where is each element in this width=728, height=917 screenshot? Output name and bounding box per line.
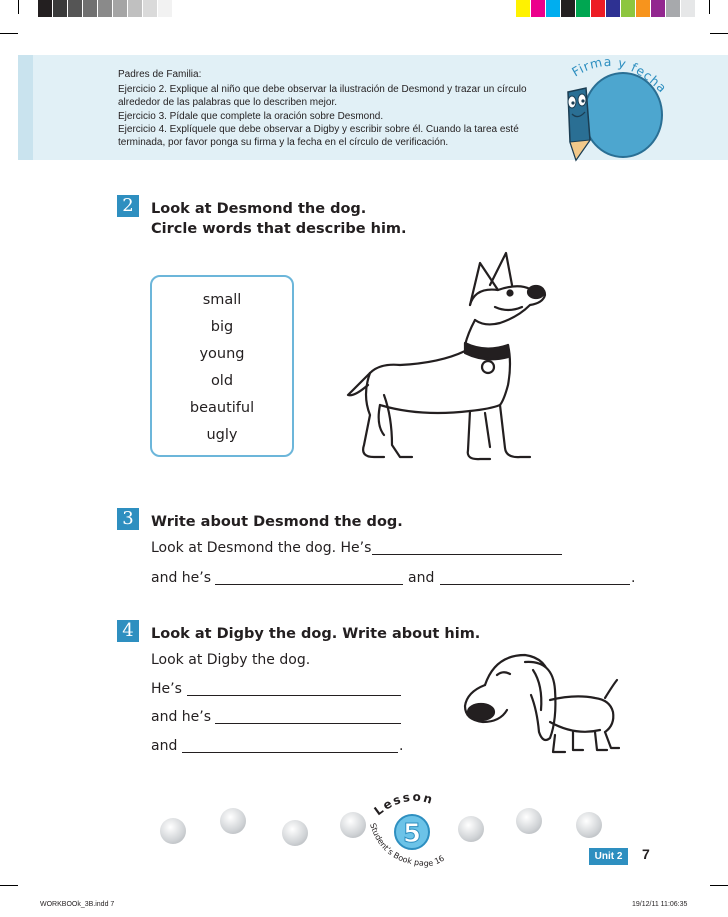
exercise-4-number: 4 xyxy=(117,620,139,642)
color-swatch xyxy=(38,0,53,17)
exercise-3-line1: Look at Desmond the dog. He’s xyxy=(151,540,372,556)
word-option[interactable]: small xyxy=(202,292,242,308)
exercise-2-title xyxy=(151,199,407,239)
color-swatch xyxy=(681,0,696,17)
color-swatch xyxy=(143,0,158,17)
word-option[interactable]: ugly xyxy=(206,427,238,443)
decorative-ball xyxy=(220,808,246,834)
lesson-label: Lesson xyxy=(371,789,436,819)
exercise-3-line2-start: and he’s xyxy=(151,570,212,586)
color-swatch xyxy=(68,0,83,17)
color-swatch xyxy=(158,0,173,17)
color-swatch xyxy=(128,0,143,17)
color-swatch xyxy=(666,0,681,17)
word-list-box xyxy=(150,275,294,457)
exercise-3-period: . xyxy=(631,570,636,586)
answer-blank[interactable] xyxy=(215,723,401,724)
color-swatch xyxy=(591,0,606,17)
decorative-ball xyxy=(516,808,542,834)
color-swatch xyxy=(113,0,128,17)
color-swatch xyxy=(636,0,651,17)
word-option[interactable]: big xyxy=(210,319,234,335)
exercise-4-line2: He’s xyxy=(151,681,182,697)
color-swatch xyxy=(53,0,68,17)
page-number: 7 xyxy=(642,846,650,862)
svg-text:Lesson xyxy=(371,790,435,819)
crop-mark xyxy=(0,33,18,34)
band-edge-strip xyxy=(18,55,33,160)
crop-mark xyxy=(0,885,18,886)
print-timestamp: 19/12/11 11:06:35 xyxy=(632,901,688,908)
answer-blank[interactable] xyxy=(372,554,562,555)
parents-note-line: Ejercicio 3. Pídale que complete la oración sobre Desmond. xyxy=(118,110,384,122)
answer-blank[interactable] xyxy=(440,584,630,585)
decorative-ball xyxy=(576,812,602,838)
exercise-2-number: 2 xyxy=(117,195,139,217)
color-swatch xyxy=(531,0,546,17)
parents-note-line: terminada, por favor ponga su firma y la fecha en el círculo de verificación. xyxy=(118,137,449,149)
color-swatch xyxy=(621,0,636,17)
color-swatch xyxy=(546,0,561,17)
decorative-ball xyxy=(160,818,186,844)
lesson-badge xyxy=(360,782,470,874)
students-book-reference: Student’s Book page 16 xyxy=(368,821,447,869)
parents-note-line: Ejercicio 4. Explíquele que debe observar a Digby y escribir sobre él. Cuando la tarea esté xyxy=(118,123,519,135)
answer-blank[interactable] xyxy=(215,584,403,585)
color-swatch xyxy=(83,0,98,17)
decorative-ball xyxy=(458,816,484,842)
word-option[interactable]: beautiful xyxy=(189,400,255,416)
color-swatch xyxy=(576,0,591,17)
crop-mark xyxy=(18,0,19,14)
exercise-3-number: 3 xyxy=(117,508,139,530)
exercise-4-line1: Look at Digby the dog. xyxy=(151,652,311,668)
file-slug: WORKBOOk_3B.indd 7 xyxy=(40,901,115,908)
color-swatch xyxy=(516,0,531,17)
color-swatch xyxy=(606,0,621,17)
decorative-ball xyxy=(282,820,308,846)
exercise-3-title: Write about Desmond the dog. xyxy=(151,514,403,530)
unit-badge: Unit 2 xyxy=(589,848,628,865)
exercise-4-line3: and he’s xyxy=(151,709,212,725)
crop-mark xyxy=(710,885,728,886)
answer-blank[interactable] xyxy=(182,752,398,753)
cmyk-color-bar xyxy=(516,0,696,17)
pencil-mascot-icon xyxy=(560,82,594,164)
color-swatch xyxy=(98,0,113,17)
desmond-dog-illustration xyxy=(340,245,555,467)
parents-note xyxy=(118,68,558,149)
parents-note-line: alrededor de las palabras que lo describen mejor. xyxy=(118,97,338,109)
decorative-ball xyxy=(340,812,366,838)
grayscale-color-bar xyxy=(38,0,173,17)
signature-label: Firma y fecha xyxy=(569,54,671,96)
digby-dog-illustration xyxy=(455,640,620,758)
exercise-2-title-line: Look at Desmond the dog. xyxy=(151,201,367,217)
parents-note-heading: Padres de Familia: xyxy=(118,69,202,80)
exercise-4-title: Look at Digby the dog. Write about him. xyxy=(151,626,481,642)
crop-mark xyxy=(710,33,728,34)
word-option[interactable]: young xyxy=(199,346,245,362)
exercise-2-title-line: Circle words that describe him. xyxy=(151,221,407,237)
exercise-4-period: . xyxy=(399,738,404,754)
parents-note-line: Ejercicio 2. Explique al niño que debe observar la ilustración de Desmond y trazar un círculo xyxy=(118,84,527,96)
color-swatch xyxy=(651,0,666,17)
crop-mark xyxy=(709,0,710,14)
exercise-4-line4: and xyxy=(151,738,178,754)
answer-blank[interactable] xyxy=(187,695,401,696)
word-option[interactable]: old xyxy=(210,373,234,389)
lesson-number: 5 xyxy=(402,819,422,849)
exercise-3-line2-and: and xyxy=(408,570,435,586)
color-swatch xyxy=(561,0,576,17)
